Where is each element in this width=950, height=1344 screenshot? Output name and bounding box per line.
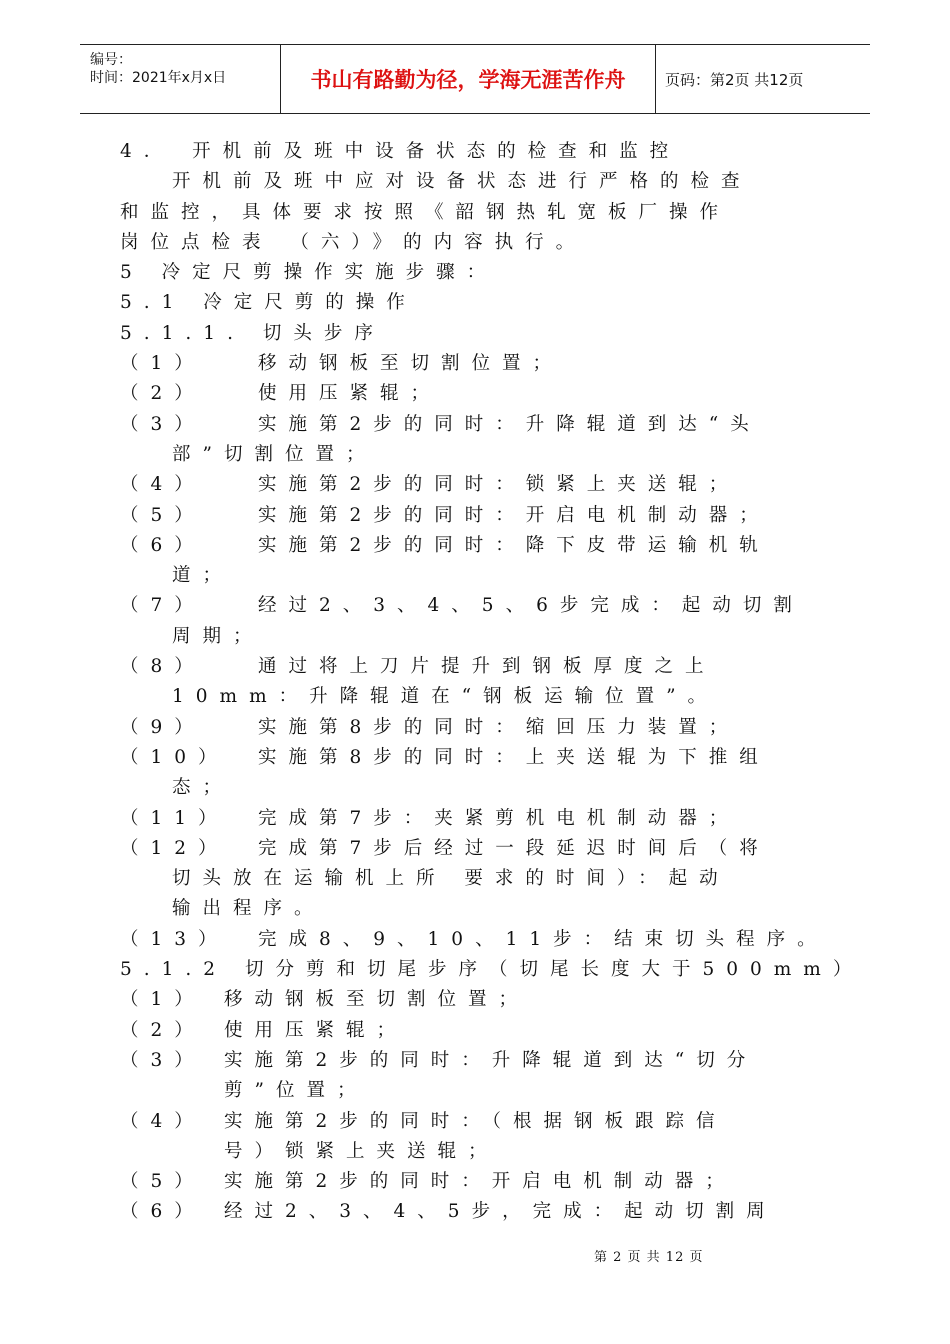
step-text-continued: 输出程序。 [172,898,325,920]
section-5-1-1-title: 5.1.1. 切头步序 [120,322,385,344]
list-item [120,1197,817,1227]
section-5-1-2-title: 5.1.2 切分剪和切尾步序（切尾长度大于500mm） [120,959,864,981]
step-number: （4） [120,474,205,496]
section-5-title: 5 冷定尺剪操作实施步骤： [120,262,498,284]
time-label: 时间：2021年x月x日 [90,70,227,86]
step-text: 实施第2步的同时：锁紧上夹送辊； [258,474,740,496]
header-divider [280,45,281,113]
step-text-continued: 态； [172,777,234,799]
step-text-continued: 10mm：升降辊道在“钢板运输位置”。 [172,686,719,708]
step-text: 实施第8步的同时：缩回压力装置； [258,716,740,738]
step-text: 经过2、3、4、5、6步完成：起动切割 [258,595,804,617]
step-number: （9） [120,716,205,738]
section-5-1-title: 5.1 冷定尺剪的操作 [120,292,417,314]
list-item [120,410,817,440]
step-number: （10） [120,746,229,768]
step-number: （2） [120,1019,205,1041]
step-number: （13） [120,928,229,950]
step-text: 实施第2步的同时：开启电机制动器； [258,504,770,526]
step-text: 实施第2步的同时：升降辊道到达“头 [258,413,761,435]
step-list-cut-head [120,349,828,955]
step-text: 实施第2步的同时：开启电机制动器； [224,1171,736,1193]
step-number: （7） [120,595,205,617]
page-footer: 第 2 页 共 12 页 [594,1250,704,1265]
step-text: 使用压紧辊； [224,1019,408,1041]
number-label: 编号： [90,52,132,68]
step-number: （5） [120,1171,205,1193]
list-item [120,591,817,621]
step-text-continued: 周期； [172,625,264,647]
step-text-continued: 道； [172,565,234,587]
section-4-title: 4． 开机前及班中设备状态的检查和监控 [120,141,681,162]
step-text: 实施第8步的同时：上夹送辊为下推组 [258,746,770,768]
step-number: （1） [120,989,205,1011]
step-number: （4） [120,1110,205,1132]
step-number: （3） [120,413,205,435]
step-number: （11） [120,807,229,829]
paragraph-line: 岗位点检表 （六）》的内容执行。 [120,231,587,253]
step-text: 完成第7步：夹紧剪机电机制动器； [258,807,740,829]
header-page-info: 页码：第2页 共12页 [665,70,804,89]
step-number: （12） [120,837,229,859]
document-body [120,137,864,1228]
list-item [120,804,817,834]
list-item [120,985,817,1015]
step-text: 移动钢板至切割位置； [258,353,564,375]
step-text: 经过2、3、4、5步，完成：起动切割周 [224,1201,777,1223]
step-text: 实施第2步的同时：（根据钢板跟踪信 [224,1110,727,1132]
step-text-continued: 号）锁紧上夹送辊； [224,1140,499,1162]
step-number: （1） [120,353,205,375]
step-text: 实施第2步的同时：升降辊道到达“切分 [224,1049,758,1071]
list-item [120,531,817,561]
list-item [120,834,817,864]
step-number: （2） [120,383,205,405]
header-motto: 书山有路勤为径，学海无涯苦作舟 [310,68,626,92]
step-text-continued: 部”切割位置； [172,443,377,465]
list-item [120,713,817,743]
list-item [120,379,817,409]
list-item [120,349,817,379]
step-text-continued: 切头放在运输机上所 要求的时间）：起动 [172,868,730,890]
list-item [120,1046,817,1076]
step-text: 移动钢板至切割位置； [224,989,530,1011]
step-text: 实施第2步的同时：降下皮带运输机轨 [258,534,770,556]
paragraph-line: 和监控，具体要求按照《韶钢热轧宽板厂操作 [120,201,731,223]
page-header [80,44,870,114]
step-number: （3） [120,1049,205,1071]
paragraph-line: 开机前及班中应对设备状态进行严格的检查 [172,171,752,193]
step-text: 通过将上刀片提升到钢板厚度之上 [258,656,716,678]
list-item [120,1107,817,1137]
step-text: 使用压紧辊； [258,383,442,405]
step-number: （8） [120,656,205,678]
step-number: （5） [120,504,205,526]
list-item [120,743,817,773]
header-divider [655,45,656,113]
step-number: （6） [120,534,205,556]
step-text-continued: 剪”位置； [224,1080,368,1102]
list-item [120,652,817,682]
step-text: 完成第7步后经过一段延迟时间后（将 [258,837,770,859]
header-meta [80,45,280,113]
list-item [120,1016,817,1046]
list-item [120,470,817,500]
step-number: （6） [120,1201,205,1223]
list-item [120,1167,817,1197]
step-list-cut-tail [120,985,817,1227]
step-text: 完成8、9、10、11步：结束切头程序。 [258,928,828,950]
list-item [120,501,817,531]
list-item [120,925,828,955]
